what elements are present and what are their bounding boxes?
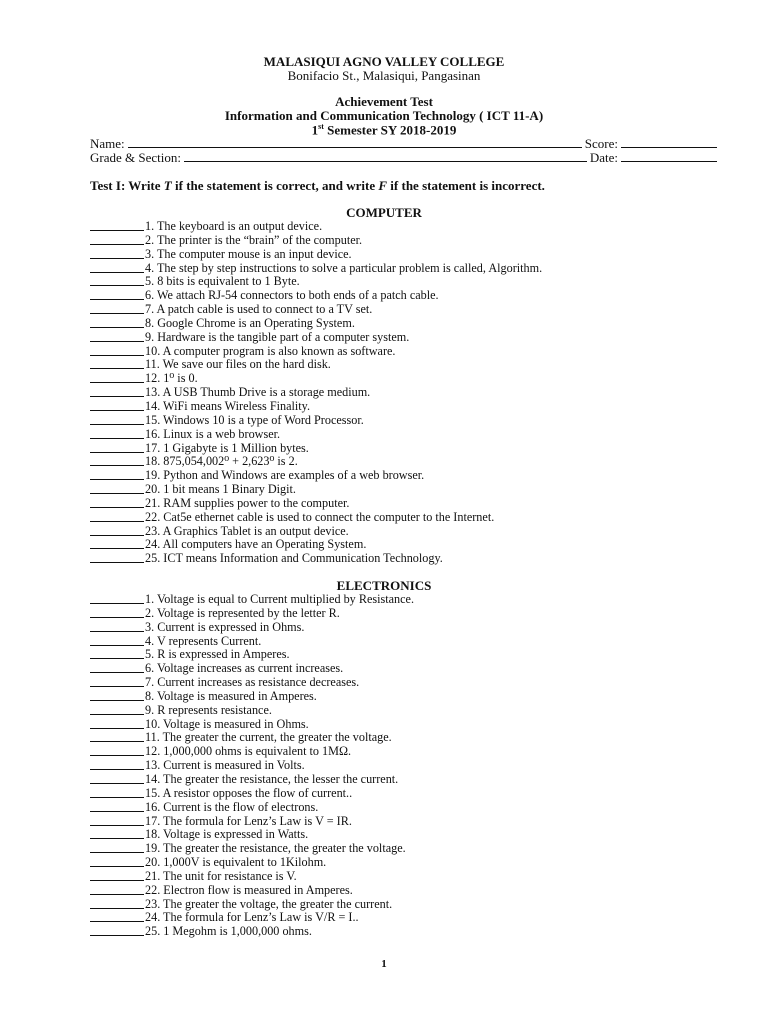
semester-superscript: st [318, 122, 324, 131]
answer-blank[interactable] [90, 511, 144, 522]
item-statement: 8. Voltage is measured in Amperes. [145, 688, 317, 703]
answer-blank[interactable] [90, 745, 144, 756]
answer-blank[interactable] [90, 400, 144, 411]
list-item [90, 801, 710, 815]
list-item [90, 828, 710, 842]
item-statement: 25. ICT means Information and Communication Technology. [145, 551, 443, 566]
instructions-prefix: Test I: Write [90, 178, 164, 193]
list-item [90, 248, 710, 262]
item-statement: 4. V represents Current. [145, 633, 262, 648]
answer-blank[interactable] [90, 676, 144, 687]
answer-blank[interactable] [90, 442, 144, 453]
item-statement: 13. Current is measured in Volts. [145, 758, 305, 773]
answer-blank[interactable] [90, 497, 144, 508]
list-item [90, 511, 710, 525]
score-field[interactable] [621, 136, 717, 148]
name-field[interactable] [128, 136, 582, 148]
item-statement: 16. Linux is a web browser. [145, 426, 281, 441]
list-item [90, 525, 710, 539]
answer-blank[interactable] [90, 801, 144, 812]
answer-blank[interactable] [90, 690, 144, 701]
semester-text: Semester SY 2018-2019 [323, 122, 457, 138]
item-statement: 14. WiFi means Wireless Finality. [145, 398, 311, 413]
list-item [90, 483, 710, 497]
item-statement: 11. We save our files on the hard disk. [145, 357, 331, 372]
item-statement: 1. Voltage is equal to Current multiplied by Resistance. [145, 592, 414, 606]
list-item [90, 662, 710, 676]
list-item [90, 925, 710, 939]
answer-blank[interactable] [90, 773, 144, 784]
answer-blank[interactable] [90, 372, 144, 383]
answer-blank[interactable] [90, 662, 144, 673]
item-statement: 2. Voltage is represented by the letter R. [145, 605, 340, 620]
item-statement: 11. The greater the current, the greater the voltage. [145, 730, 392, 745]
list-item [90, 469, 710, 483]
answer-blank[interactable] [90, 331, 144, 342]
grade-date-row [90, 150, 720, 166]
score-label: Score: [584, 136, 618, 151]
list-item [90, 303, 710, 317]
list-item [90, 358, 710, 372]
item-statement: 15. A resistor opposes the flow of current.. [145, 785, 353, 800]
item-statement: 18. Voltage is expressed in Watts. [145, 827, 309, 842]
instructions-suffix: if the statement is incorrect. [387, 178, 545, 193]
item-statement: 22. Electron flow is measured in Amperes. [145, 882, 353, 897]
item-statement: 16. Current is the flow of electrons. [145, 799, 319, 814]
item-statement: 20. 1 bit means 1 Binary Digit. [145, 482, 296, 497]
section-title-electronics: ELECTRONICS [336, 578, 432, 593]
list-item [90, 856, 710, 870]
list-item [90, 911, 710, 925]
instructions-mid: if the statement is correct, and write [171, 178, 379, 193]
list-item [90, 400, 710, 414]
list-item [90, 898, 710, 912]
item-statement: 19. Python and Windows are examples of a web browser. [145, 468, 425, 483]
list-item [90, 414, 710, 428]
list-item [90, 676, 710, 690]
school-name: MALASIQUI AGNO VALLEY COLLEGE [263, 54, 505, 69]
item-statement: 21. RAM supplies power to the computer. [145, 495, 350, 510]
list-item [90, 220, 710, 234]
answer-blank[interactable] [90, 525, 144, 536]
instructions-f: F [378, 178, 388, 193]
item-statement: 25. 1 Megohm is 1,000,000 ohms. [145, 924, 312, 939]
answer-blank[interactable] [90, 469, 144, 480]
answer-blank[interactable] [90, 856, 144, 867]
list-item [90, 635, 710, 649]
item-statement: 14. The greater the resistance, the lesser the current. [145, 771, 399, 786]
list-item [90, 275, 710, 289]
answer-blank[interactable] [90, 275, 144, 286]
item-statement: 9. R represents resistance. [145, 702, 272, 717]
school-address: Bonifacio St., Malasiqui, Pangasinan [287, 68, 481, 83]
date-field[interactable] [621, 150, 717, 162]
item-statement: 6. Voltage increases as current increases. [145, 661, 344, 676]
item-statement: 24. The formula for Lenz’s Law is V/R = I.. [145, 910, 359, 925]
section-title-computer: COMPUTER [346, 205, 422, 220]
item-statement: 7. Current increases as resistance decreases. [145, 675, 360, 690]
answer-blank[interactable] [90, 358, 144, 369]
list-item [90, 773, 710, 787]
item-statement: 13. A USB Thumb Drive is a storage medium. [145, 385, 371, 400]
item-statement: 5. R is expressed in Amperes. [145, 647, 290, 662]
list-item [90, 787, 710, 801]
list-item [90, 815, 710, 829]
item-statement: 2. The printer is the “brain” of the computer. [145, 232, 363, 247]
answer-blank[interactable] [90, 317, 144, 328]
answer-blank[interactable] [90, 911, 144, 922]
subject-title: Information and Communication Technology ( ICT 11-A) [224, 108, 544, 123]
list-item [90, 745, 710, 759]
answer-blank[interactable] [90, 925, 144, 936]
answer-blank[interactable] [90, 648, 144, 659]
list-item [90, 455, 710, 469]
item-statement: 21. The unit for resistance is V. [145, 868, 297, 883]
answer-blank[interactable] [90, 704, 144, 715]
grade-section-label: Grade & Section: [90, 150, 181, 165]
item-statement: 24. All computers have an Operating System. [145, 537, 367, 552]
answer-blank[interactable] [90, 552, 144, 563]
item-statement: 7. A patch cable is used to connect to a TV set. [145, 302, 373, 317]
page-number: 1 [381, 958, 387, 970]
list-item [90, 538, 710, 552]
answer-blank[interactable] [90, 731, 144, 742]
list-item [90, 884, 710, 898]
answer-blank[interactable] [90, 303, 144, 314]
list-item [90, 704, 710, 718]
list-item [90, 690, 710, 704]
answer-blank[interactable] [90, 455, 144, 466]
answer-blank[interactable] [90, 538, 144, 549]
computer-items [90, 220, 710, 566]
list-item [90, 731, 710, 745]
list-item [90, 386, 710, 400]
grade-section-field[interactable] [184, 150, 587, 162]
list-item [90, 331, 710, 345]
answer-blank[interactable] [90, 815, 144, 826]
date-label: Date: [589, 150, 618, 165]
list-item [90, 552, 710, 566]
item-statement: 6. We attach RJ-54 connectors to both ends of a patch cable. [145, 288, 439, 303]
answer-blank[interactable] [90, 884, 144, 895]
list-item [90, 428, 710, 442]
item-statement: 20. 1,000V is equivalent to 1Kilohm. [145, 855, 327, 870]
item-statement: 15. Windows 10 is a type of Word Processor. [145, 412, 364, 427]
item-statement: 12. 1⁰ is 0. [145, 371, 198, 386]
answer-blank[interactable] [90, 842, 144, 853]
answer-blank[interactable] [90, 593, 144, 604]
answer-blank[interactable] [90, 262, 144, 273]
test-name: Achievement Test [335, 94, 433, 109]
list-item [90, 842, 710, 856]
list-item [90, 497, 710, 511]
item-statement: 3. Current is expressed in Ohms. [145, 619, 305, 634]
answer-blank[interactable] [90, 248, 144, 259]
item-statement: 5. 8 bits is equivalent to 1 Byte. [145, 274, 300, 289]
answer-blank[interactable] [90, 345, 144, 356]
answer-blank[interactable] [90, 870, 144, 881]
list-item [90, 593, 710, 607]
answer-blank[interactable] [90, 428, 144, 439]
answer-blank[interactable] [90, 607, 144, 618]
item-statement: 18. 875,054,002⁰ + 2,623⁰ is 2. [145, 454, 298, 469]
semester-number: 1 [311, 122, 319, 138]
item-statement: 8. Google Chrome is an Operating System. [145, 315, 355, 330]
answer-blank[interactable] [90, 898, 144, 909]
list-item [90, 648, 710, 662]
list-item [90, 442, 710, 456]
list-item [90, 607, 710, 621]
item-statement: 22. Cat5e ethernet cable is used to connect the computer to the Internet. [145, 509, 495, 524]
list-item [90, 759, 710, 773]
item-statement: 23. A Graphics Tablet is an output device. [145, 523, 349, 538]
answer-blank[interactable] [90, 621, 144, 632]
answer-blank[interactable] [90, 787, 144, 798]
answer-blank[interactable] [90, 220, 144, 231]
list-item [90, 870, 710, 884]
answer-blank[interactable] [90, 828, 144, 839]
instructions-t: T [163, 178, 172, 193]
list-item [90, 621, 710, 635]
item-statement: 3. The computer mouse is an input device. [145, 246, 352, 261]
item-statement: 17. 1 Gigabyte is 1 Million bytes. [145, 440, 309, 455]
item-statement: 1. The keyboard is an output device. [145, 219, 323, 233]
answer-blank[interactable] [90, 289, 144, 300]
list-item [90, 289, 710, 303]
answer-blank[interactable] [90, 483, 144, 494]
item-statement: 4. The step by step instructions to solve a particular problem is called, Algorithm. [145, 260, 543, 275]
item-statement: 12. 1,000,000 ohms is equivalent to 1MΩ. [145, 744, 352, 759]
item-statement: 10. Voltage is measured in Ohms. [145, 716, 309, 731]
electronics-items [90, 593, 710, 939]
item-statement: 17. The formula for Lenz’s Law is V = IR. [145, 813, 352, 828]
item-statement: 19. The greater the resistance, the greater the voltage. [145, 841, 406, 856]
answer-blank[interactable] [90, 386, 144, 397]
item-statement: 10. A computer program is also known as software. [145, 343, 396, 358]
list-item [90, 345, 710, 359]
name-label: Name: [90, 136, 125, 151]
list-item [90, 372, 710, 386]
answer-blank[interactable] [90, 759, 144, 770]
test-instructions [90, 178, 545, 194]
answer-blank[interactable] [90, 718, 144, 729]
list-item [90, 234, 710, 248]
list-item [90, 718, 710, 732]
answer-blank[interactable] [90, 635, 144, 646]
item-statement: 9. Hardware is the tangible part of a computer system. [145, 329, 410, 344]
item-statement: 23. The greater the voltage, the greater the current. [145, 896, 393, 911]
answer-blank[interactable] [90, 414, 144, 425]
answer-blank[interactable] [90, 234, 144, 245]
list-item [90, 262, 710, 276]
list-item [90, 317, 710, 331]
